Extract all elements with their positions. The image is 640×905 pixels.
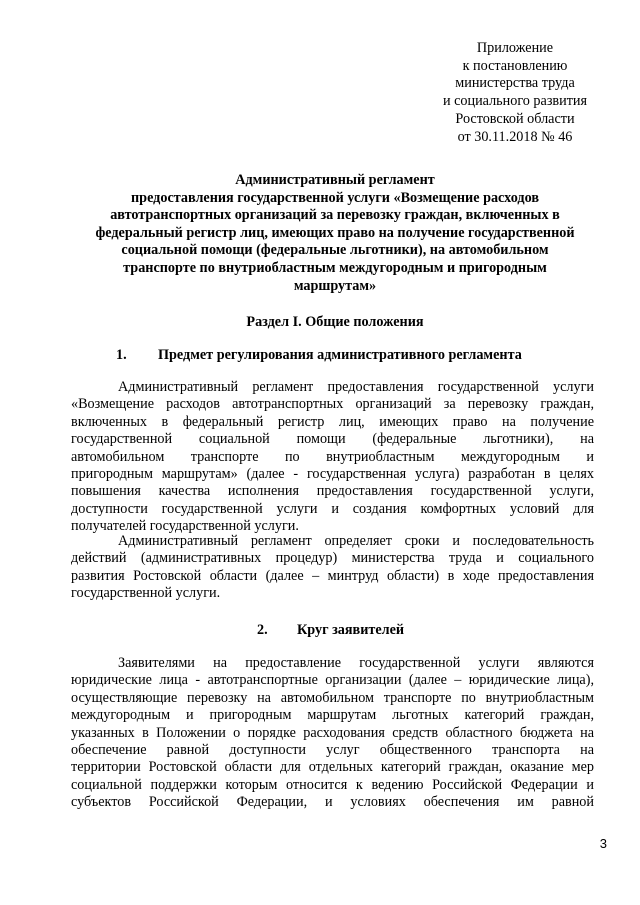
appendix-line: к постановлению	[462, 57, 568, 74]
title-line: автотранспортных организаций за перевозку граждан, включенных в	[110, 207, 560, 224]
paragraph-line: Административный регламент определяет сроки и последовательность	[118, 533, 594, 549]
paragraph-line: «Возмещение расходов автотранспортных организаций за перевозку граждан,	[71, 396, 594, 413]
title-line: социальной помощи (федеральные льготники), на автомобильном	[121, 242, 549, 259]
paragraph-line: юридические лица - автотранспортные организации (далее – юридические лица),	[71, 672, 594, 689]
paragraph-line: государственной услуги.	[71, 585, 221, 602]
paragraph-line: действий (административных процедур) министерства труда и социального	[71, 550, 594, 567]
subsection-title: Предмет регулирования административного регламента	[158, 347, 522, 363]
appendix-line: Приложение	[476, 40, 554, 56]
appendix-block	[420, 40, 610, 146]
subsection-title: Круг заявителей	[297, 622, 405, 638]
paragraph-line: включенных в федеральный регистр лиц, имеющих право на получение	[71, 413, 594, 430]
paragraph-line: междугородным и пригородным маршрутам льготных категорий граждан,	[71, 707, 594, 724]
paragraph-line: доступности государственной услуги и создания комфортных условий для	[71, 500, 594, 517]
paragraph-line: Административный регламент предоставления государственной услуги	[118, 379, 594, 395]
paragraph-line: государственной социальной помощи (федеральные льготники), на	[71, 431, 594, 448]
appendix-line: Ростовской области	[455, 110, 575, 127]
paragraph-line: указанных в Положении о порядке расходования средств областного бюджета на	[71, 724, 594, 741]
paragraph-line: осуществляющие перевозку на автомобильном транспорте по внутриобластным	[71, 689, 594, 706]
subsection-heading	[0, 621, 640, 639]
appendix-line: министерства труда	[455, 75, 575, 92]
appendix-line: и социального развития	[442, 93, 588, 110]
paragraph-line: пригородным маршрутам» (далее - государственная услуга) разработан в целях	[71, 465, 594, 482]
paragraph-line: обеспечение равной доступности услуг общественного транспорта на	[71, 741, 594, 758]
paragraph-line: автомобильном транспорте по внутриобластным междугородным и	[71, 448, 594, 465]
title-line: маршрутам»	[293, 277, 377, 294]
title-line: федеральный регистр лиц, имеющих право на получение государственной	[95, 224, 575, 241]
subsection-heading	[0, 346, 640, 364]
title-line: транспорте по внутриобластным междугородным и пригородным	[123, 259, 547, 276]
subsection-number: 1.	[116, 347, 127, 363]
page-number: 3	[599, 836, 607, 851]
title-line: предоставления государственной услуги «Возмещение расходов	[131, 189, 539, 206]
document-title	[60, 172, 610, 295]
section-heading: Раздел I. Общие положения	[246, 314, 424, 330]
paragraph-line: социальной поддержки которым относится к ведению Российской Федерации и	[71, 776, 594, 793]
paragraph	[71, 533, 594, 603]
paragraph-line: получателей государственной услуги.	[71, 518, 299, 535]
paragraph	[71, 655, 594, 812]
paragraph-line: субъектов Российской Федерации, и условиях обеспечения им равной	[71, 794, 594, 811]
paragraph-line: Заявителями на предоставление государственной услуги являются	[118, 655, 594, 671]
paragraph-line: повышения качества исполнения предоставления государственной услуги,	[71, 483, 594, 500]
appendix-line: от 30.11.2018 № 46	[457, 128, 573, 145]
paragraph	[71, 379, 594, 536]
paragraph-line: развития Ростовской области (далее – минтруд области) в ходе предоставления	[71, 567, 594, 584]
title-line: Административный регламент	[235, 172, 435, 188]
paragraph-line: территории Ростовской области для отдельных категорий граждан, оказание мер	[71, 759, 594, 776]
subsection-number: 2.	[257, 622, 268, 638]
